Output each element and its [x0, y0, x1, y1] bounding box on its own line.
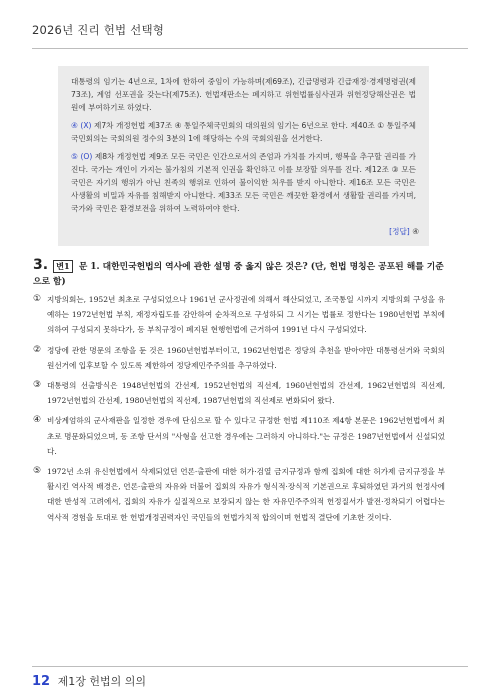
explanation-mark-5: ⑤ (O)	[71, 152, 93, 161]
page-header-title: 2026년 진리 헌법 선택형	[32, 23, 165, 37]
explanation-paragraph-3	[71, 150, 416, 215]
question-source-tag: 변1	[53, 260, 73, 273]
question-text: 문 1. 대한민국헌법의 역사에 관한 설명 중 옳지 않은 것은? (단, 헌법 명칭은 공포된 해를 기준으로 함)	[33, 262, 444, 287]
option-1-text: 지방의회는, 1952년 최초로 구성되었으나 1961년 군사정권에 의해서 해산되었고, 조국통일 시까지 지방의회 구성을 유예하는 1972년헌법 부칙, 재정자립도를 감안하여 순차적으로 구성하되 그 시기는 법률로 정한다는 1980년헌법 부칙에 의하여 구성되지 못하다가, 동 부칙규정이 폐지된 현행헌법에 근거하여 1991년 다시 구성되었다.	[47, 295, 445, 335]
answer-label-text: [정답]	[389, 227, 410, 236]
option-3-mark: ③	[33, 380, 42, 391]
answer-value: ④	[412, 227, 419, 236]
option-3[interactable]	[33, 378, 445, 408]
footer-divider	[32, 666, 468, 667]
option-5-text: 1972년 소위 유신헌법에서 삭제되었던 언론·출판에 대한 허가·검열 금지규정과 함께 집회에 대한 허가제 금지규정을 부활시킨 역사적 배경은, 언론·출판의 자유와 더불어 집회의 자유가 형식적·장식적 기본권으로 후퇴하였던 과거의 헌정사에 대한 반성적 고려에서, 집회의 자유가 실질적으로 보장되지 않는 한 자유민주주의적 헌정질서가 발전·정착되기 어렵다는 역사적 경험을 토대로 한 헌법개정권력자인 국민들의 헌법가치적 합의이며 헌법적 결단에 기초한 것이다.	[47, 467, 445, 522]
question-stem	[33, 258, 445, 290]
page-footer	[32, 673, 146, 689]
answer-explanation-box	[58, 66, 429, 246]
explanation-paragraph-1: 대통령의 임기는 4년으로, 1차에 한하여 중임이 가능하며(제69조), 긴급명령과 긴급재정·경제명령권(제73조), 계엄 선포권을 갖는다(제75조). 헌법재판소는 폐지하고 위헌법률심사권과 위헌정당해산권은 법원에 부여하기로 하였다.	[71, 77, 416, 112]
explanation-text-5: 제8차 개정헌법 제9조 모든 국민은 인간으로서의 존엄과 가치를 가지며, 행복을 추구할 권리를 가진다. 국가는 개인이 가지는 불가침의 기본적 인권을 확인하고 이를 보장할 의무를 진다. 제12조 ③ 모든 국민은 자기의 행위가 아닌 친족의 행위로 인하여 불이익한 처우를 받지 아니한다. 제16조 모든 국민은 사생활의 비밀과 자유를 침해받지 아니한다. 제33조 모든 국민은 깨끗한 환경에서 생활할 권리를 가지며, 국가와 국민은 환경보전을 위하여 노력하여야 한다.	[71, 152, 416, 213]
option-5[interactable]	[33, 464, 445, 525]
option-5-mark: ⑤	[33, 466, 42, 477]
question-number: 3.	[33, 257, 49, 273]
option-2-text: 정당에 관한 명문의 조항을 둔 것은 1960년헌법부터이고, 1962년헌법은 정당의 추천을 받아야만 대통령선거와 국회의원선거에 입후보할 수 있도록 제한하여 정당제민주주의를 추구하였다.	[47, 345, 445, 370]
option-2-mark: ②	[33, 344, 42, 355]
header-divider	[32, 48, 468, 49]
option-4[interactable]	[33, 413, 445, 459]
option-2[interactable]	[33, 343, 445, 373]
explanation-mark-4: ④ (X)	[71, 121, 92, 130]
page-number: 12	[32, 674, 51, 689]
option-1[interactable]	[33, 292, 445, 338]
option-3-text: 대통령의 선출방식은 1948년헌법의 간선제, 1952년헌법의 직선제, 1960년헌법의 간선제, 1962년헌법의 직선제, 1972년헌법의 간선제, 1980년헌법의 직선제, 1987년헌법의 직선제로 변화되어 왔다.	[47, 381, 445, 406]
chapter-title: 제1장 헌법의 의의	[57, 675, 146, 688]
option-1-mark: ①	[33, 294, 42, 304]
option-4-mark: ④	[33, 415, 42, 426]
option-4-text: 비상계엄하의 군사재판을 일정한 경우에 단심으로 할 수 있다고 규정한 헌법 제110조 제4항 본문은 1962년헌법에서 최초로 명문화되었으며, 동 조항 단서의 "사형을 선고한 경우에는 그러하지 아니하다."는 규정은 1987년헌법에서 신설되었다.	[47, 416, 445, 456]
correct-answer-label	[389, 225, 419, 238]
explanation-text-4: 제7차 개정헌법 제37조 ④ 통일주체국민회의 대의원의 임기는 6년으로 한다. 제40조 ① 통일주체국민회의는 국회의원 정수의 3분의 1에 해당하는 수의 국회의원을 선거한다.	[71, 121, 416, 143]
answer-options	[33, 292, 445, 530]
explanation-paragraph-2	[71, 119, 416, 145]
